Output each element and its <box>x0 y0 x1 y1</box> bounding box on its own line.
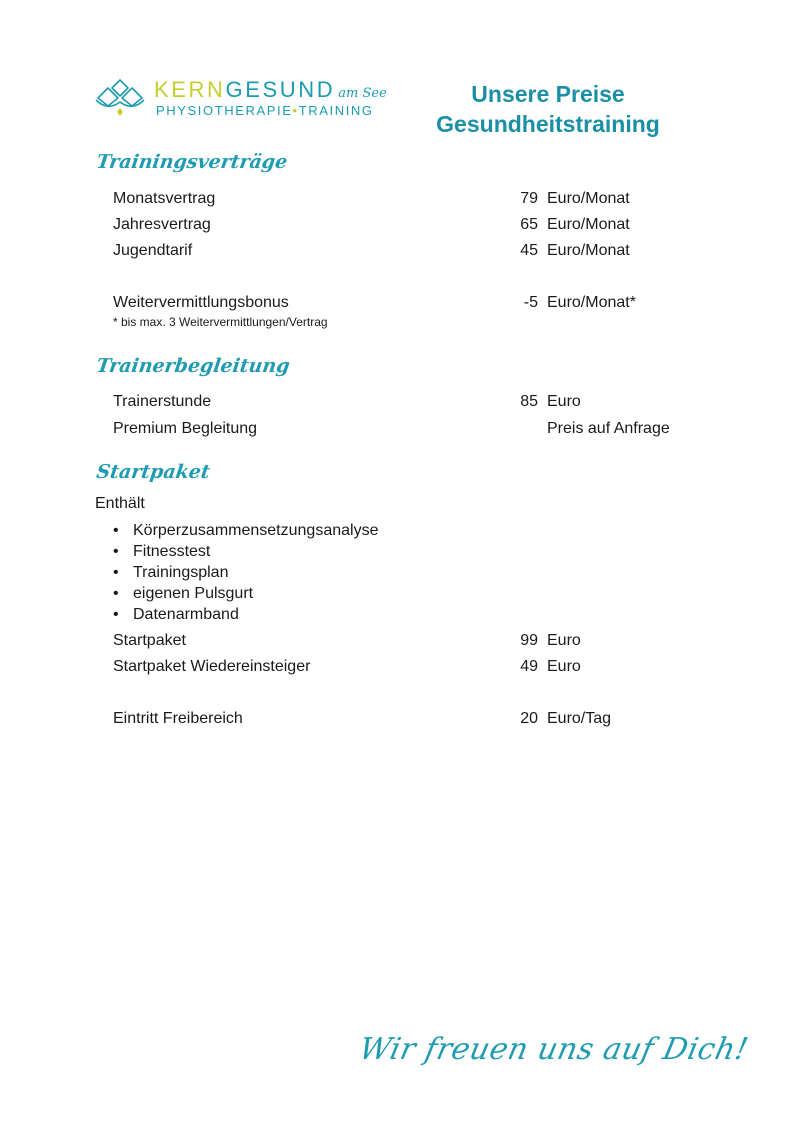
price-row-name: Weitervermittlungsbonus <box>113 294 289 311</box>
price-row-unit: Preis auf Anfrage <box>547 420 670 437</box>
bullet: • <box>113 522 119 539</box>
list-item <box>113 563 228 583</box>
page-title-line-1: Unsere Preise <box>471 81 625 107</box>
price-row-name: Monatsvertrag <box>113 190 216 207</box>
price-row-unit: Euro/Monat <box>547 190 630 207</box>
price-row-amount: 49 <box>520 658 538 675</box>
section-heading-starter: Startpaket <box>95 461 212 483</box>
logo-tagline-left: PHYSIOTHERAPIE <box>156 103 293 118</box>
price-row-name: Jahresvertrag <box>113 216 211 233</box>
price-row-name: Startpaket Wiedereinsteiger <box>113 658 311 675</box>
price-row-unit: Euro <box>547 393 581 410</box>
list-item-label: eigenen Pulsgurt <box>133 585 254 602</box>
logo-tagline <box>156 104 374 117</box>
footnote: * bis max. 3 Weitervermittlungen/Vertrag <box>113 315 328 329</box>
list-item <box>113 521 378 541</box>
price-row-amount: 65 <box>520 216 538 233</box>
price-row-amount: 85 <box>520 393 538 410</box>
bullet: • <box>113 543 119 560</box>
logo-tagline-right: TRAINING <box>298 103 374 118</box>
logo-suffix: am See <box>338 86 387 101</box>
logo-wordmark <box>154 79 387 101</box>
list-item-label: Datenarmband <box>133 606 239 623</box>
page-title <box>408 79 688 139</box>
price-row-name: Startpaket <box>113 632 186 649</box>
list-item <box>113 605 239 625</box>
list-item-label: Körperzusammensetzungsanalyse <box>133 522 379 539</box>
bullet: • <box>113 564 119 581</box>
section-heading-contracts: Trainingsverträge <box>95 151 289 173</box>
page-title-line-2: Gesundheitstraining <box>436 111 660 137</box>
price-row-amount: -5 <box>523 294 538 311</box>
price-row-unit: Euro/Tag <box>547 710 612 727</box>
price-row-unit: Euro/Monat <box>547 216 630 233</box>
list-item-label: Fitnesstest <box>133 543 211 560</box>
price-row-amount: 20 <box>520 710 538 727</box>
section-heading-trainer: Trainerbegleitung <box>95 355 292 377</box>
logo-word-gesund: GESUND <box>225 77 336 102</box>
list-item <box>113 584 253 604</box>
price-row-unit: Euro/Monat* <box>547 294 636 311</box>
price-row-unit: Euro/Monat <box>547 242 630 259</box>
price-row-amount: 45 <box>520 242 538 259</box>
price-row-amount: 99 <box>520 632 538 649</box>
price-row-unit: Euro <box>547 632 581 649</box>
price-row-name: Jugendtarif <box>113 242 193 259</box>
price-row-amount: 79 <box>520 190 538 207</box>
closing-slogan: Wir freuen uns auf Dich! <box>356 1032 752 1067</box>
contains-label: Enthält <box>95 495 145 512</box>
logo-tagline-separator: • <box>292 103 299 118</box>
price-row-name: Premium Begleitung <box>113 420 258 437</box>
price-row-name: Eintritt Freibereich <box>113 710 243 727</box>
logo-lotus-icon <box>94 78 146 120</box>
list-item <box>113 542 210 562</box>
price-row-name: Trainerstunde <box>113 393 212 410</box>
bullet: • <box>113 606 119 623</box>
price-row-unit: Euro <box>547 658 581 675</box>
bullet: • <box>113 585 119 602</box>
logo-word-kern: KERN <box>154 77 226 102</box>
list-item-label: Trainingsplan <box>133 564 229 581</box>
